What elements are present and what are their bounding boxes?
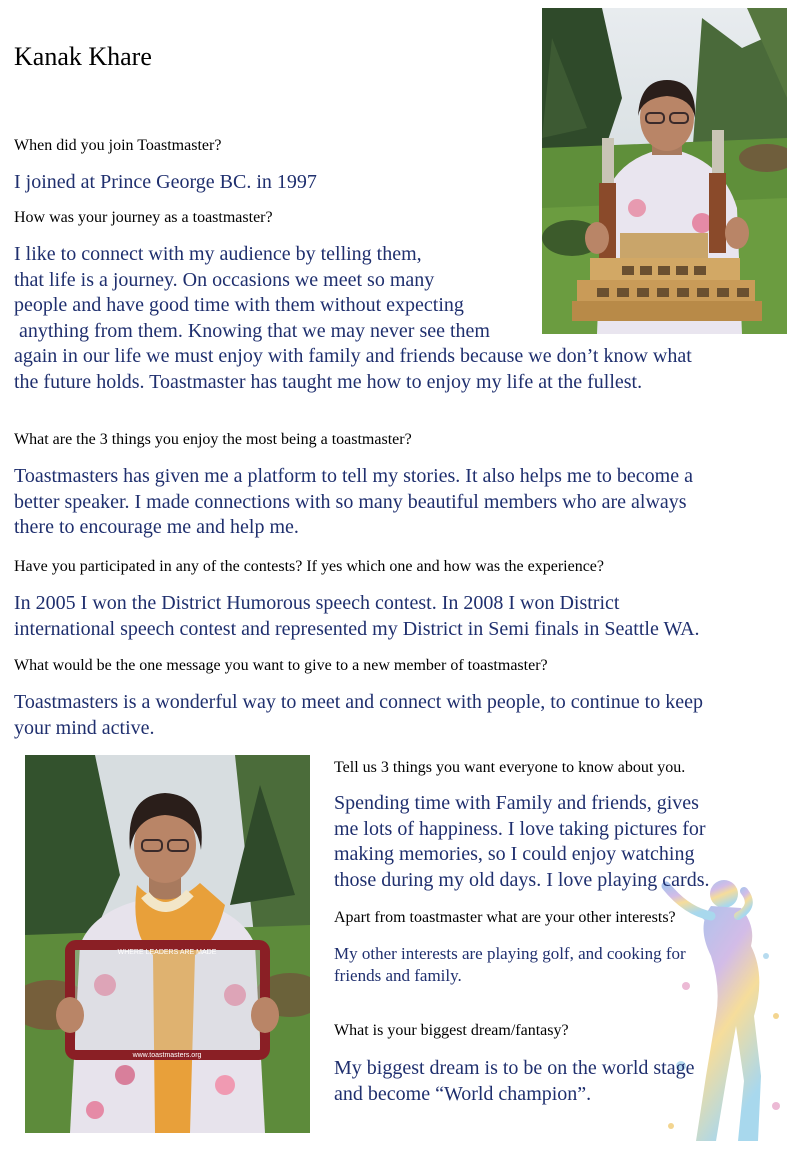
plate-frame-photo	[25, 755, 310, 1133]
plate-top-text: WHERE LEADERS ARE MADE	[117, 949, 217, 956]
question-three-things: What are the 3 things you enjoy the most being a toastmaster?	[14, 431, 412, 448]
question-know-about-you: Tell us 3 things you want everyone to know about you.	[334, 759, 686, 776]
answer-line: again in our life we must enjoy with family and friends because we don’t know what	[14, 345, 692, 367]
question-journey: How was your journey as a toastmaster?	[14, 209, 273, 226]
answer-line: there to encourage me and help me.	[14, 516, 299, 538]
answer-line: Spending time with Family and friends, gives	[334, 792, 699, 814]
answer-biggest-dream	[334, 1056, 695, 1107]
answer-line: your mind active.	[14, 716, 155, 739]
answer-line: I like to connect with my audience by telling them,	[14, 243, 422, 265]
answer-line: My biggest dream is to be on the world stage	[334, 1057, 695, 1079]
answer-journey	[14, 242, 692, 395]
answer-line: that life is a journey. On occasions we meet so many	[14, 268, 435, 291]
answer-line: Toastmasters has given me a platform to tell my stories. It also helps me to become a	[14, 465, 693, 487]
question-biggest-dream: What is your biggest dream/fantasy?	[334, 1022, 569, 1039]
question-message: What would be the one message you want to give to a new member of toastmaster?	[14, 657, 548, 674]
answer-contests	[14, 591, 700, 642]
plate-bottom-text: www.toastmasters.org	[132, 1052, 202, 1059]
plate-frame-photo-illustration	[25, 755, 310, 1133]
question-join: When did you join Toastmaster?	[14, 137, 222, 154]
answer-line: friends and family.	[334, 966, 462, 985]
question-contests: Have you participated in any of the contests? If yes which one and how was the experience?	[14, 558, 604, 575]
answer-line: making memories, so I could enjoy watching	[334, 843, 695, 865]
answer-other-interests	[334, 943, 686, 987]
answer-line: anything from them. Knowing that we may never see them	[14, 319, 490, 342]
answer-line: people and have good time with them without expecting	[14, 294, 464, 316]
answer-line: the future holds. Toastmaster has taught me how to enjoy my life at the fullest.	[14, 370, 643, 393]
answer-line: My other interests are playing golf, and cooking for	[334, 944, 686, 963]
answer-line: better speaker. I made connections with so many beautiful members who are always	[14, 490, 687, 513]
answer-line: In 2005 I won the District Humorous speech contest. In 2008 I won District	[14, 592, 620, 614]
answer-join	[14, 170, 317, 196]
answer-line: me lots of happiness. I love taking pictures for	[334, 817, 706, 840]
page-title: Kanak Khare	[14, 42, 152, 71]
answer-line: and become “World champion”.	[334, 1082, 592, 1105]
answer-line: I joined at Prince George BC. in 1997	[14, 171, 317, 193]
answer-line: international speech contest and represented my District in Semi finals in Seattle WA.	[14, 617, 700, 640]
answer-know-about-you	[334, 791, 710, 893]
answer-line: Toastmasters is a wonderful way to meet and connect with people, to continue to keep	[14, 691, 703, 713]
answer-line: those during my old days. I love playing cards.	[334, 868, 710, 891]
answer-three-things	[14, 464, 693, 541]
question-other-interests: Apart from toastmaster what are your other interests?	[334, 909, 676, 926]
answer-message	[14, 690, 703, 741]
